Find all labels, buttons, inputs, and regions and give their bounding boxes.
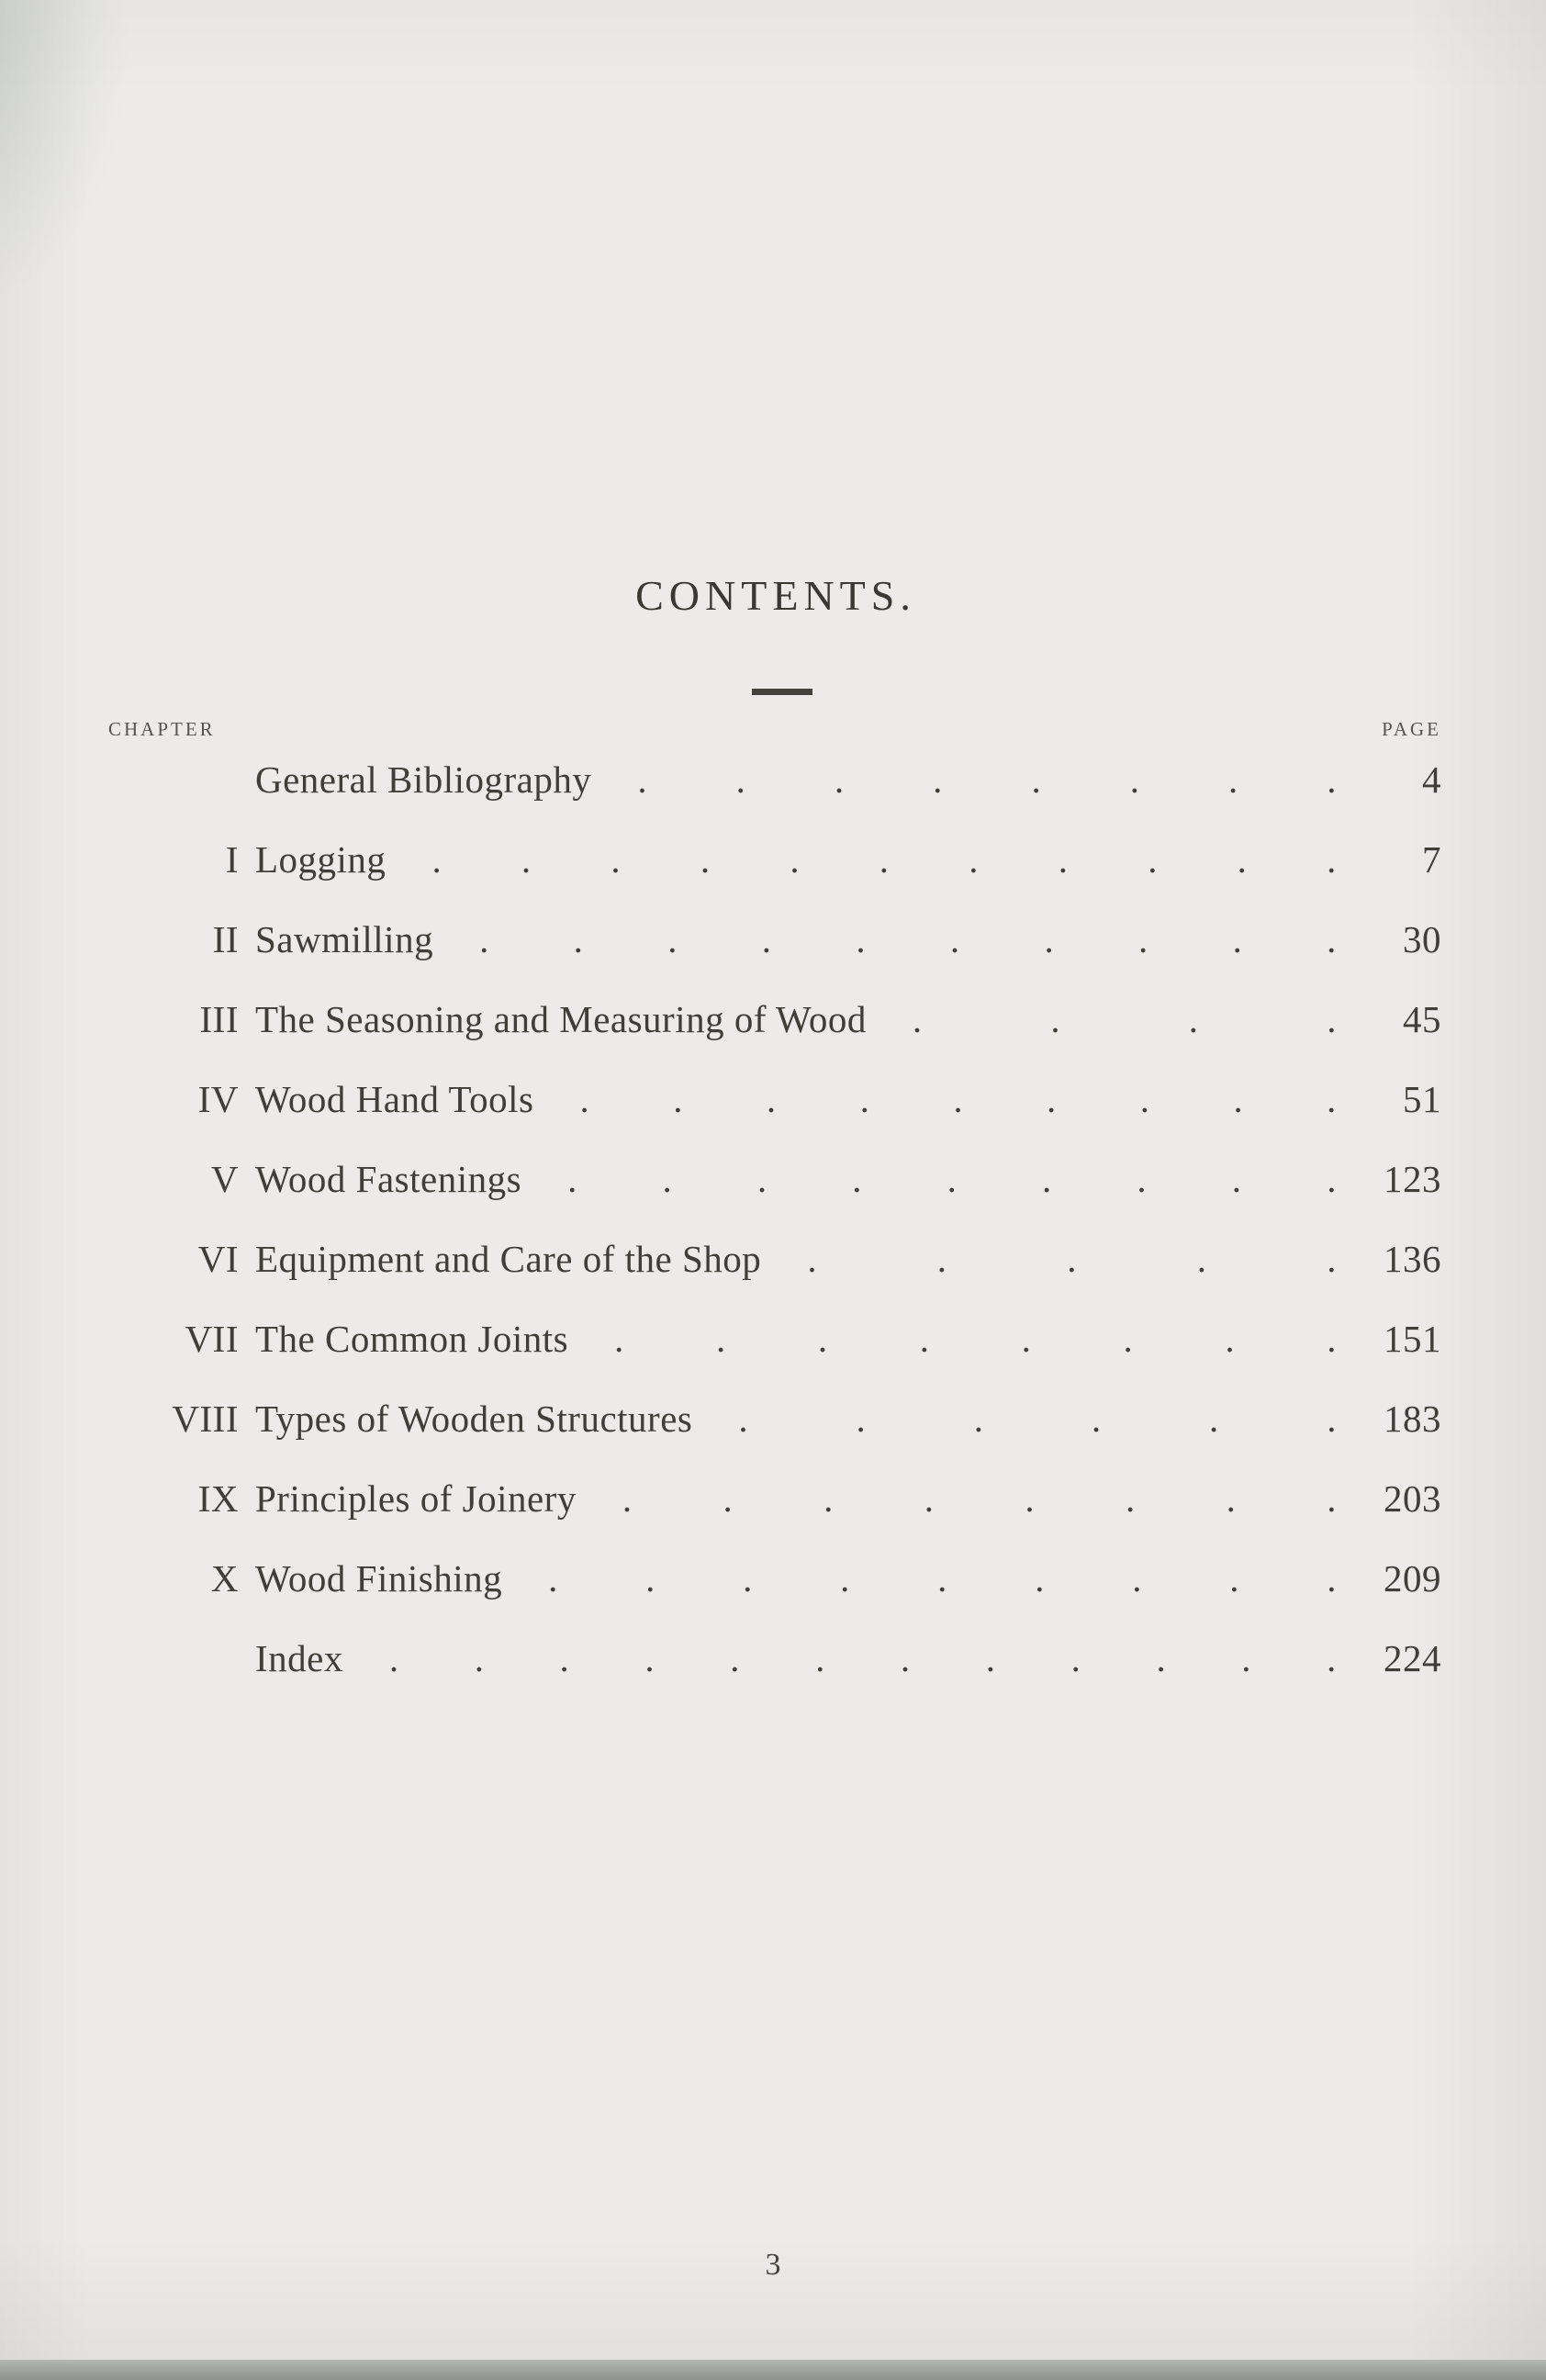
leader-dot: . [1188, 998, 1199, 1040]
dot-leader [389, 1619, 1337, 1699]
leader-dot: . [1225, 1318, 1236, 1360]
leader-dot: . [1233, 1078, 1244, 1120]
entry-title: Wood Fastenings [255, 1158, 522, 1200]
leader-dot: . [611, 838, 622, 881]
leader-dot: . [1132, 1557, 1142, 1600]
leader-dot: . [973, 1398, 984, 1440]
leader-dot: . [662, 1158, 673, 1200]
page-number: 3 [765, 2248, 781, 2282]
chapter-numeral: III [199, 998, 239, 1040]
leader-dot: . [1138, 918, 1148, 960]
leader-dot: . [949, 918, 960, 960]
leader-dot: . [1058, 838, 1069, 881]
chapter-numeral [110, 740, 239, 820]
leader-dot: . [1021, 1318, 1032, 1360]
dot-leader [567, 1139, 1337, 1219]
chapter-numeral [110, 1619, 239, 1699]
leader-dot: . [637, 758, 648, 801]
leader-dot: . [1327, 1238, 1337, 1280]
chapter-numeral: V [210, 1158, 239, 1200]
scan-edge-strip [0, 2360, 1546, 2380]
chapter-numeral: VIII [172, 1398, 239, 1440]
leader-dot: . [1025, 1477, 1036, 1520]
leader-dot: . [644, 1637, 655, 1679]
leader-dot: . [856, 1398, 867, 1440]
leader-dot: . [1327, 1477, 1337, 1520]
leader-dot: . [1123, 1318, 1134, 1360]
leader-dot: . [1070, 1637, 1081, 1679]
leader-dot: . [1327, 1318, 1337, 1360]
leader-dot: . [1091, 1398, 1102, 1440]
dot-leader [431, 820, 1337, 900]
entry-title: Wood Finishing [255, 1557, 503, 1600]
leader-dot: . [735, 758, 746, 801]
chapter-numeral: X [210, 1557, 239, 1600]
leader-dot: . [1327, 1158, 1337, 1200]
leader-dot: . [1227, 758, 1238, 801]
leader-dot: . [645, 1557, 655, 1600]
dot-leader [622, 1459, 1337, 1539]
table-row [110, 900, 1441, 980]
chapter-numeral: IX [197, 1477, 239, 1520]
entry-title: Index [255, 1637, 343, 1679]
heading-rule [752, 689, 812, 695]
leader-dot: . [834, 758, 845, 801]
chapter-numeral: II [212, 918, 239, 960]
entry-title: The Seasoning and Measuring of Wood [255, 998, 867, 1040]
leader-dot: . [1327, 1557, 1337, 1600]
leader-dot: . [969, 838, 979, 881]
leader-dot: . [756, 1158, 767, 1200]
leader-dot: . [912, 998, 923, 1040]
leader-dot: . [1139, 1078, 1150, 1120]
leader-dot: . [1237, 838, 1248, 881]
leader-dot: . [761, 918, 772, 960]
table-row [110, 1459, 1441, 1539]
entry-title: Sawmilling [255, 918, 434, 960]
leader-dot: . [723, 1477, 734, 1520]
entry-title: Wood Hand Tools [255, 1078, 534, 1120]
entry-page: 203 [1384, 1477, 1441, 1520]
leader-dot: . [790, 838, 801, 881]
entry-page: 209 [1384, 1557, 1441, 1600]
chapter-column-label: CHAPTER [108, 718, 216, 740]
leader-dot: . [1327, 1078, 1337, 1120]
table-row [110, 1539, 1441, 1619]
leader-dot: . [919, 1318, 930, 1360]
leader-dot: . [1129, 758, 1140, 801]
leader-dot: . [840, 1557, 850, 1600]
leader-dot: . [743, 1557, 753, 1600]
leader-dot: . [1042, 1158, 1052, 1200]
leader-dot: . [985, 1637, 996, 1679]
entry-title: The Common Joints [255, 1318, 569, 1360]
leader-dot: . [573, 918, 584, 960]
entry-title: Equipment and Care of the Shop [255, 1238, 762, 1280]
leader-dot: . [900, 1637, 911, 1679]
leader-dot: . [1327, 998, 1337, 1040]
chapter-numeral: VII [185, 1318, 239, 1360]
leader-dot: . [1226, 1477, 1237, 1520]
entry-page: 136 [1384, 1238, 1441, 1280]
leader-dot: . [1327, 1398, 1337, 1440]
leader-dot: . [817, 1318, 828, 1360]
table-row [110, 1379, 1441, 1459]
entry-title: Logging [255, 838, 386, 881]
entry-page: 151 [1384, 1318, 1441, 1360]
leader-dot: . [1050, 998, 1061, 1040]
leader-dot: . [1148, 838, 1158, 881]
table-row [110, 1139, 1441, 1219]
dot-leader [637, 740, 1337, 820]
leader-dot: . [1156, 1637, 1167, 1679]
chapter-numeral: I [225, 838, 239, 881]
leader-dot: . [1241, 1637, 1252, 1679]
leader-dot: . [1035, 1557, 1045, 1600]
leader-dot: . [700, 838, 711, 881]
entry-page: 45 [1403, 998, 1441, 1040]
contents-heading: CONTENTS. [635, 572, 916, 619]
table-row [110, 820, 1441, 900]
entry-title: Principles of Joinery [255, 1477, 577, 1520]
leader-dot: . [1232, 918, 1243, 960]
leader-dot: . [859, 1078, 870, 1120]
leader-dot: . [1209, 1398, 1219, 1440]
table-row [110, 1219, 1441, 1299]
entry-title: General Bibliography [255, 758, 592, 801]
leader-dot: . [559, 1637, 570, 1679]
chapter-numeral: VI [197, 1238, 239, 1280]
dot-leader [580, 1060, 1337, 1139]
leader-dot: . [431, 838, 443, 881]
leader-dot: . [667, 918, 678, 960]
leader-dot: . [673, 1078, 683, 1120]
leader-dot: . [548, 1557, 558, 1600]
leader-dot: . [388, 1637, 399, 1679]
leader-dot: . [807, 1238, 818, 1280]
entry-page: 51 [1403, 1078, 1441, 1120]
leader-dot: . [823, 1477, 834, 1520]
leader-dot: . [852, 1158, 862, 1200]
table-row [110, 1060, 1441, 1139]
leader-dot: . [567, 1158, 577, 1200]
leader-dot: . [879, 838, 890, 881]
entry-page: 224 [1384, 1637, 1441, 1679]
entry-title: Types of Wooden Structures [255, 1398, 693, 1440]
leader-dot: . [738, 1398, 749, 1440]
dot-leader [614, 1299, 1337, 1379]
leader-dot: . [622, 1477, 633, 1520]
leader-dot: . [1327, 838, 1337, 881]
leader-dot: . [579, 1078, 590, 1120]
leader-dot: . [937, 1557, 947, 1600]
table-row [110, 1619, 1441, 1699]
leader-dot: . [953, 1078, 964, 1120]
table-of-contents [110, 740, 1441, 1699]
leader-dot: . [936, 1238, 947, 1280]
dot-leader [548, 1539, 1337, 1619]
leader-dot: . [1044, 918, 1055, 960]
dot-leader [913, 980, 1337, 1060]
leader-dot: . [1196, 1238, 1207, 1280]
leader-dot: . [1231, 1158, 1242, 1200]
leader-dot: . [1031, 758, 1042, 801]
leader-dot: . [1327, 918, 1337, 960]
leader-dot: . [933, 758, 943, 801]
leader-dot: . [521, 838, 532, 881]
dot-leader [807, 1219, 1337, 1299]
entry-page: 30 [1403, 918, 1441, 960]
leader-dot: . [815, 1637, 825, 1679]
leader-dot: . [1067, 1238, 1078, 1280]
dot-leader [479, 900, 1337, 980]
leader-dot: . [766, 1078, 777, 1120]
leader-dot: . [1327, 758, 1337, 801]
leader-dot: . [924, 1477, 935, 1520]
table-row [110, 980, 1441, 1060]
leader-dot: . [474, 1637, 485, 1679]
entry-page: 123 [1384, 1158, 1441, 1200]
leader-dot: . [1327, 1637, 1337, 1679]
leader-dot: . [1047, 1078, 1057, 1120]
leader-dot: . [479, 918, 489, 960]
page-column-label: PAGE [1382, 718, 1441, 740]
leader-dot: . [614, 1318, 624, 1360]
leader-dot: . [715, 1318, 726, 1360]
dot-leader [738, 1379, 1337, 1459]
leader-dot: . [730, 1637, 740, 1679]
leader-dot: . [947, 1158, 958, 1200]
leader-dot: . [1125, 1477, 1136, 1520]
leader-dot: . [1137, 1158, 1148, 1200]
leader-dot: . [1229, 1557, 1239, 1600]
leader-dot: . [856, 918, 867, 960]
table-row [110, 740, 1441, 820]
entry-page: 7 [1422, 838, 1441, 881]
entry-page: 4 [1422, 758, 1441, 801]
table-row [110, 1299, 1441, 1379]
chapter-numeral: IV [197, 1078, 239, 1120]
entry-page: 183 [1384, 1398, 1441, 1440]
